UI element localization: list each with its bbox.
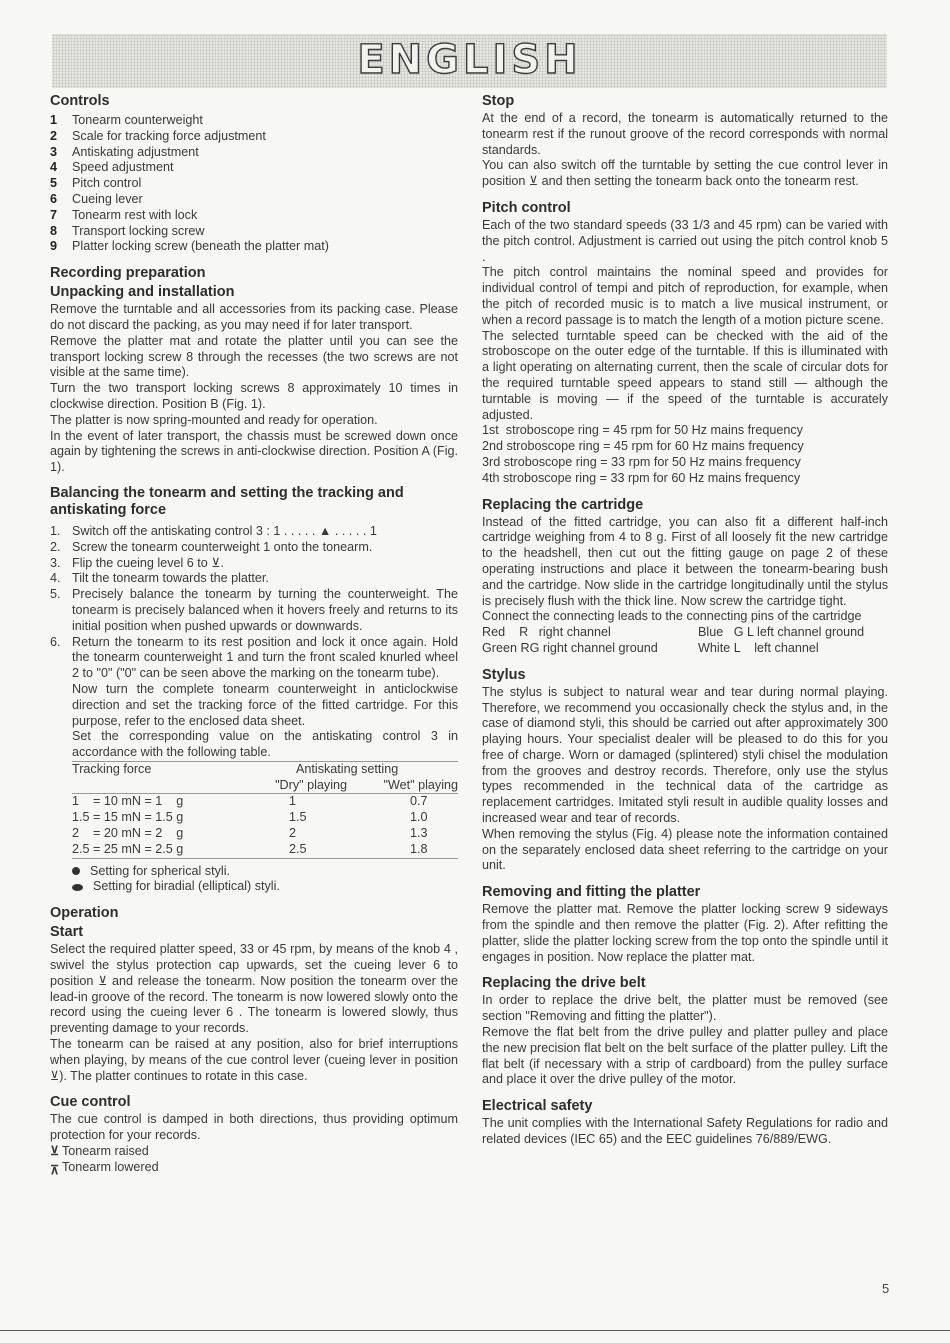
table-row: 1.5 = 15 mN = 1.5 g 1.5 1.0 <box>72 810 428 825</box>
control-item: 8 Transport locking screw <box>50 223 205 238</box>
cartridge-paragraph: Connect the connecting leads to the connecting pins of the cartridge <box>482 609 862 624</box>
table-row: 1 = 10 mN = 1 g 1 0.7 <box>72 794 428 809</box>
platter-paragraph: Remove the platter mat. Remove the platter locking screw 9 sideways from the spindle and then remove the platter (Fig. 2). After refitting the platter, slide the platter locking screw from the top onto the spindle until it engages in position. Now replace the platter mat. <box>482 902 888 964</box>
recording-paragraph: Remove the turntable and all accessories from its packing case. Please do not discard the packing, as you may need if for later transport. <box>50 302 458 332</box>
safety-heading: Electrical safety <box>482 1098 593 1115</box>
tracking-force-table <box>72 761 458 859</box>
table-header-force: Tracking force <box>72 761 232 777</box>
banner-title: ENGLISH <box>357 37 582 83</box>
recording-heading: Recording preparation <box>50 265 206 282</box>
cartridge-paragraph: Instead of the fitted cartridge, you can also fit a different half-inch cartridge weighing from 4 to 8 g. First of all loosely fit the new cartridge to the headshell, then cut out the fitting gauge on page 2 of these operating instructions and place it between the tonearm-bearing bush and the cartridge. Now slide in the cartridge longitudinally until the stylus is precisely flush with the thick line. Now screw the cartridge tight. <box>482 514 888 608</box>
page-number: 5 <box>882 1281 890 1296</box>
control-item: 7 Tonearm rest with lock <box>50 207 198 222</box>
connection-entry: Red R right channel <box>482 625 611 640</box>
round-dot-icon <box>72 867 80 875</box>
cue-paragraph: The cue control is damped in both directions, thus providing optimum protection for your records. <box>50 1112 458 1143</box>
balancing-step: 2. Screw the tonearm counterweight 1 onto the tonearm. <box>50 539 373 554</box>
note-biradial: Setting for biradial (elliptical) styli. <box>50 879 458 895</box>
connection-table <box>482 625 888 657</box>
belt-paragraph: Remove the flat belt from the drive pulley and platter pulley and place the new precision flat belt on the belt surface of the platter pulley. Lift the flat belt (if necessary with a strip of cardboard) from the pulley surface and place it over the drive pulley of the motor. <box>482 1025 888 1087</box>
table-row: 2 = 20 mN = 2 g 2 1.3 <box>72 826 428 841</box>
recording-paragraph: Remove the platter mat and rotate the platter until you can see the transport locking screw 8 through the recesses (the two screws are not visible at the same time). <box>50 333 458 380</box>
controls-list <box>50 113 458 255</box>
control-item: 2 Scale for tracking force adjustment <box>50 128 266 143</box>
connection-entry: Blue G L left channel ground <box>698 625 865 640</box>
table-subheader-wet: "Wet" playing <box>355 778 458 794</box>
stroboscope-ring: 4th stroboscope ring = 33 rpm for 60 Hz mains frequency <box>482 470 801 485</box>
control-item: 6 Cueing lever <box>50 191 143 206</box>
balancing-heading: Balancing the tonearm and setting the tracking and antiskating force <box>50 484 404 518</box>
control-item: 1 Tonearm counterweight <box>50 113 203 127</box>
language-banner <box>52 34 887 88</box>
pitch-paragraph: The pitch control maintains the nominal speed and provides for individual control of tempi and pitch of reproduction, for example, when the pitch of recorded music is to match a live musical instrument, or when a record passage is to match the length of a motion picture scene. <box>482 265 888 327</box>
stop-paragraph: At the end of a record, the tonearm is automatically returned to the tonearm rest if the runout groove of the record corresponds with normal standards. <box>482 111 888 157</box>
stroboscope-ring: 2nd stroboscope ring = 45 rpm for 60 Hz mains frequency <box>482 439 804 454</box>
stylus-paragraph: When removing the stylus (Fig. 4) please note the information contained on the separately enclosed data sheet referring to the cartridge on your unit. <box>482 826 888 873</box>
control-item: 5 Pitch control <box>50 176 142 191</box>
stylus-paragraph: The stylus is subject to natural wear and tear during normal playing. Therefore, we recommend you occasionally check the stylus and, in the case of diamond styli, this should be carried out after approximately 300 playing hours. Your specialist dealer will be pleased to do this for you free of charge. Worn or damaged (splintered) styli chisel the modulation from the grooves and destroy records. Therefore, only use the stylus types recommended in the technical data of the cartridge as replacement cartridges. Imitated styli result in audible quality losses and increased wear and tear of records. <box>482 684 888 826</box>
table-row: 2.5 = 25 mN = 2.5 g 2.5 1.8 <box>72 842 458 858</box>
platter-heading: Removing and fitting the platter <box>482 884 701 901</box>
balancing-step: 4. Tilt the tonearm towards the platter. <box>50 571 269 586</box>
balancing-step: 3. Flip the cueing level 6 to ⊻. <box>50 555 225 570</box>
stylus-heading: Stylus <box>482 666 526 683</box>
pitch-heading: Pitch control <box>482 199 571 216</box>
pitch-paragraph: The selected turntable speed can be checked with the aid of the stroboscope on the outer edge of the turntable. If this is illuminated with a light operating on alternating current, then the scale of circular dots for the required turntable speed appears to stand still — although the turntable is moving — if the speed of the turntable is accurately adjusted. <box>482 328 888 422</box>
recording-paragraph: In the event of later transport, the chassis must be screwed down once again by tightening the screws in anti-clockwise direction. Position A (Fig. 1). <box>50 428 458 475</box>
operation-paragraph: Select the required platter speed, 33 or 45 rpm, by means of the knob 4 , swivel the stylus protection cap upwards, set the cueing lever 6 to position ⊻ and release the tonearm. Now position the tonearm over the lead-in groove of the record. The tonearm is now lowered slowly onto the record using the cueing lever 6 . The tonearm is lowered slowly, thus preventing damage to your records. <box>50 942 458 1036</box>
belt-heading: Replacing the drive belt <box>482 975 646 992</box>
balancing-paragraph: Set the corresponding value on the antiskating control 3 in accordance with the following table. <box>72 729 458 760</box>
control-item: 9 Platter locking screw (beneath the platter mat) <box>50 239 329 254</box>
left-column <box>50 92 458 1176</box>
cue-raised: ⊻ Tonearm raised <box>50 1144 149 1159</box>
connection-entry: Green RG right channel ground <box>482 640 658 655</box>
cue-lowered: ⊻ Tonearm lowered <box>50 1159 159 1176</box>
balancing-step: 6. Return the tonearm to its rest position and lock it once again. Hold the tonearm counterweight 1 and turn the front scaled knurled wheel 2 to "0" ("0" can be seen above the marking on the tonearm tube). <box>50 634 458 681</box>
table-header-antiskating: Antiskating setting <box>232 761 458 777</box>
recording-paragraph: The platter is now spring-mounted and ready for operation. <box>50 412 378 427</box>
tonearm-raised-icon: ⊻ <box>50 1144 60 1159</box>
right-column <box>482 92 888 1148</box>
stop-heading: Stop <box>482 93 515 109</box>
balancing-paragraph: Now turn the complete tonearm counterweight in anticlockwise direction and set the tracking force of the fitted cartridge. For this purpose, refer to the enclosed data sheet. <box>72 681 458 728</box>
unpacking-heading: Unpacking and installation <box>50 284 235 301</box>
elliptical-dot-icon <box>72 884 83 891</box>
note-spherical: Setting for spherical styli. <box>50 864 458 880</box>
cue-heading: Cue control <box>50 1094 131 1111</box>
connection-entry: White L left channel <box>698 640 819 655</box>
operation-heading: Operation <box>50 905 119 922</box>
safety-paragraph: The unit complies with the International Safety Regulations for radio and related devices (IEC 65) and the EEC guidelines 76/889/EWG. <box>482 1116 888 1147</box>
bottom-divider <box>0 1330 950 1331</box>
belt-paragraph: In order to replace the drive belt, the platter must be removed (see section "Removing and fitting the platter"). <box>482 993 888 1024</box>
stroboscope-ring: 3rd stroboscope ring = 33 rpm for 50 Hz mains frequency <box>482 454 801 469</box>
control-item: 4 Speed adjustment <box>50 160 174 175</box>
operation-paragraph: The tonearm can be raised at any position, also for brief interruptions when playing, by means of the cue control lever (cueing lever in position ⊻). The platter continues to rotate in this case. <box>50 1037 458 1083</box>
cartridge-heading: Replacing the cartridge <box>482 496 644 513</box>
start-heading: Start <box>50 924 84 941</box>
stroboscope-ring: 1st stroboscope ring = 45 rpm for 50 Hz mains frequency <box>482 423 803 438</box>
tonearm-lowered-icon: ⊻ <box>50 1161 60 1176</box>
balancing-step: 1. Switch off the antiskating control 3 : 1 . . . . . ▲ . . . . . 1 <box>50 523 377 538</box>
recording-paragraph: Turn the two transport locking screws 8 approximately 10 times in clockwise direction. Position B (Fig. 1). <box>50 381 458 411</box>
stop-paragraph: You can also switch off the turntable by setting the cue control lever in position ⊻ and then setting the tonearm back onto the tonearm rest. <box>482 158 888 189</box>
controls-heading: Controls <box>50 93 110 109</box>
balancing-step: 5. Precisely balance the tonearm by turning the counterweight. The tonearm is precisely balanced when it hovers freely and returns to its initial position when pushed upwards or downwards. <box>50 587 458 633</box>
control-item: 3 Antiskating adjustment <box>50 144 199 159</box>
table-subheader-dry: "Dry" playing <box>232 778 355 794</box>
pitch-paragraph: Each of the two standard speeds (33 1/3 and 45 rpm) can be varied with the pitch control. Adjustment is carried out using the pitch control knob 5 . <box>482 217 888 264</box>
